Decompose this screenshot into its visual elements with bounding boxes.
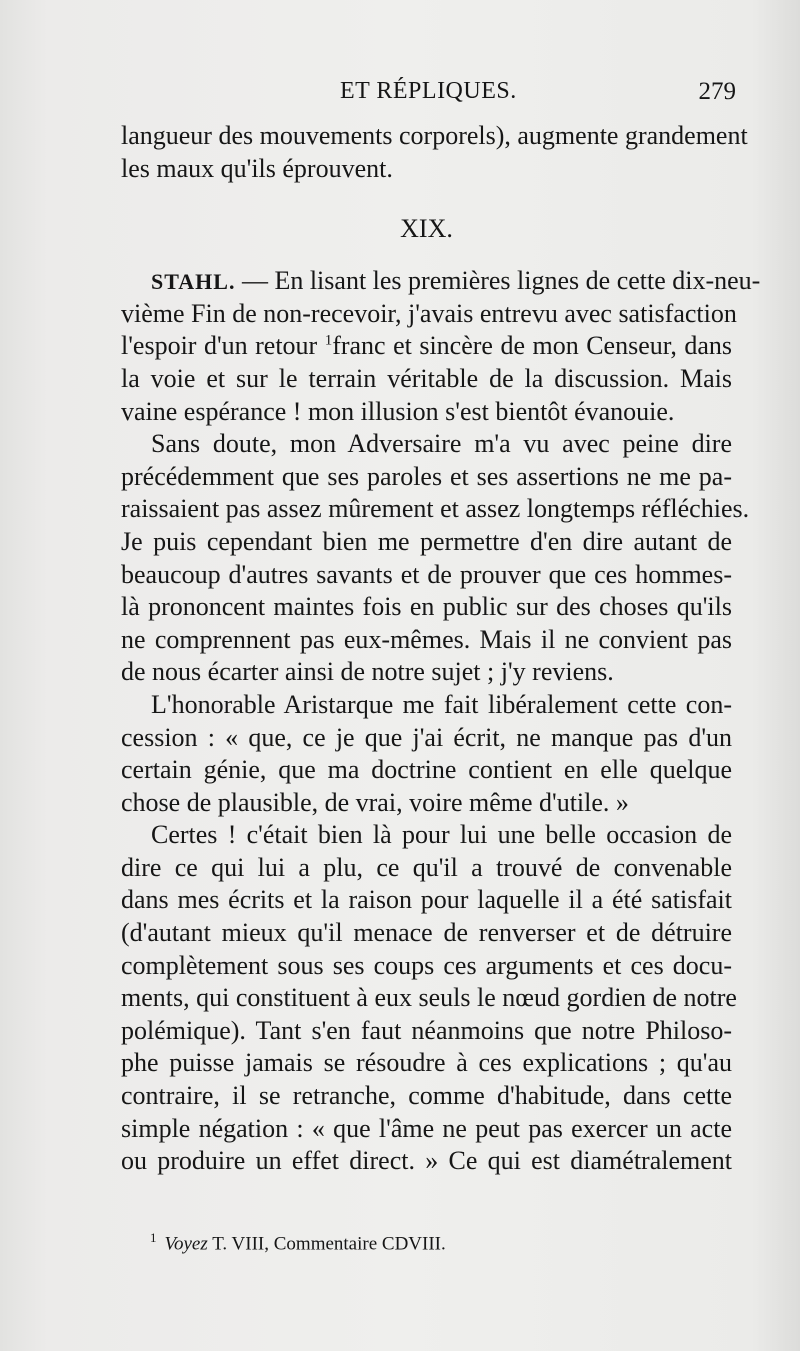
text-line: polémique). Tant s'en faut néanmoins que notre Philoso-	[121, 1015, 732, 1045]
text-line: simple négation : « que l'âme ne peut pas exercer un acte	[121, 1113, 732, 1143]
text-line: là prononcent maintes fois en public sur des choses qu'ils	[121, 592, 732, 622]
text-line: la voie et sur le terrain véritable de la discussion. Mais	[121, 363, 732, 393]
footnote-reference: 1	[324, 332, 333, 349]
text-line: ne comprennent pas eux-mêmes. Mais il ne convient pas	[121, 624, 732, 654]
footnote-mark: 1	[150, 1230, 157, 1245]
text-line: langueur des mouvements corporels), augmente grandement	[121, 121, 748, 150]
text-line: vaine espérance ! mon illusion s'est bientôt évanouie.	[121, 396, 675, 426]
footnote-italic: Voyez	[164, 1233, 208, 1255]
footnote-text: T. VIII, Commentaire CDVIII.	[212, 1233, 446, 1255]
running-title: ET RÉPLIQUES.	[340, 78, 517, 104]
text-line	[121, 265, 761, 298]
text-line: ments, qui constituent à eux seuls le nœud gordien de notre	[121, 983, 737, 1013]
text-line: raissaient pas assez mûrement et assez longtemps réfléchies.	[121, 494, 750, 524]
text-line: (d'autant mieux qu'il menace de renverser et de détruire	[121, 918, 732, 948]
body-text	[121, 120, 761, 1178]
text-line: phe puisse jamais se résoudre à ces explications ; qu'au	[121, 1048, 732, 1078]
text-line: L'honorable Aristarque me fait libéralement cette con-	[151, 689, 732, 719]
speaker-name: STAHL.	[151, 269, 236, 295]
page-header	[120, 78, 740, 110]
text-line: dans mes écrits et la raison pour laquelle il a été satisfait	[121, 885, 732, 915]
text-line	[121, 330, 732, 363]
text-line: Sans doute, mon Adversaire m'a vu avec peine dire	[151, 429, 732, 459]
text-line: contraire, il se retranche, comme d'habitude, dans cette	[121, 1081, 732, 1111]
section-heading: XIX.	[400, 214, 453, 244]
text-line: beaucoup d'autres savants et de prouver que ces hommes-	[121, 559, 732, 589]
text-line: cession : « que, ce je que j'ai écrit, ne manque pas d'un	[121, 722, 732, 752]
text-line: ou produire un effet direct. » Ce qui est diamétralement	[121, 1146, 732, 1176]
page-number: 279	[698, 78, 736, 105]
text-line: vième Fin de non-recevoir, j'avais entrevu avec satisfaction	[121, 298, 737, 328]
text-line: Je puis cependant bien me permettre d'en dire autant de	[121, 526, 732, 556]
text-line: certain génie, que ma doctrine contient en elle quelque	[121, 755, 732, 785]
text-line: chose de plausible, de vrai, voire même d'utile. »	[121, 787, 629, 817]
text-line: les maux qu'ils éprouvent.	[121, 153, 393, 183]
text-line: complètement sous ses coups ces arguments et ces docu-	[121, 950, 732, 980]
text-line: Certes ! c'était bien là pour lui une belle occasion de	[151, 820, 732, 850]
footnote	[150, 1230, 446, 1255]
text-fragment: franc et sincère de mon Censeur, dans	[332, 331, 732, 361]
text-line: de nous écarter ainsi de notre sujet ; j'y reviens.	[121, 657, 614, 687]
text-fragment: l'espoir d'un retour	[121, 331, 325, 361]
text-fragment: — En lisant les premières lignes de cette dix-neu-	[241, 266, 761, 296]
text-line: précédemment que ses paroles et ses assertions ne me pa-	[121, 461, 732, 491]
text-line: dire ce qui lui a plu, ce qu'il a trouvé de convenable	[121, 852, 732, 882]
